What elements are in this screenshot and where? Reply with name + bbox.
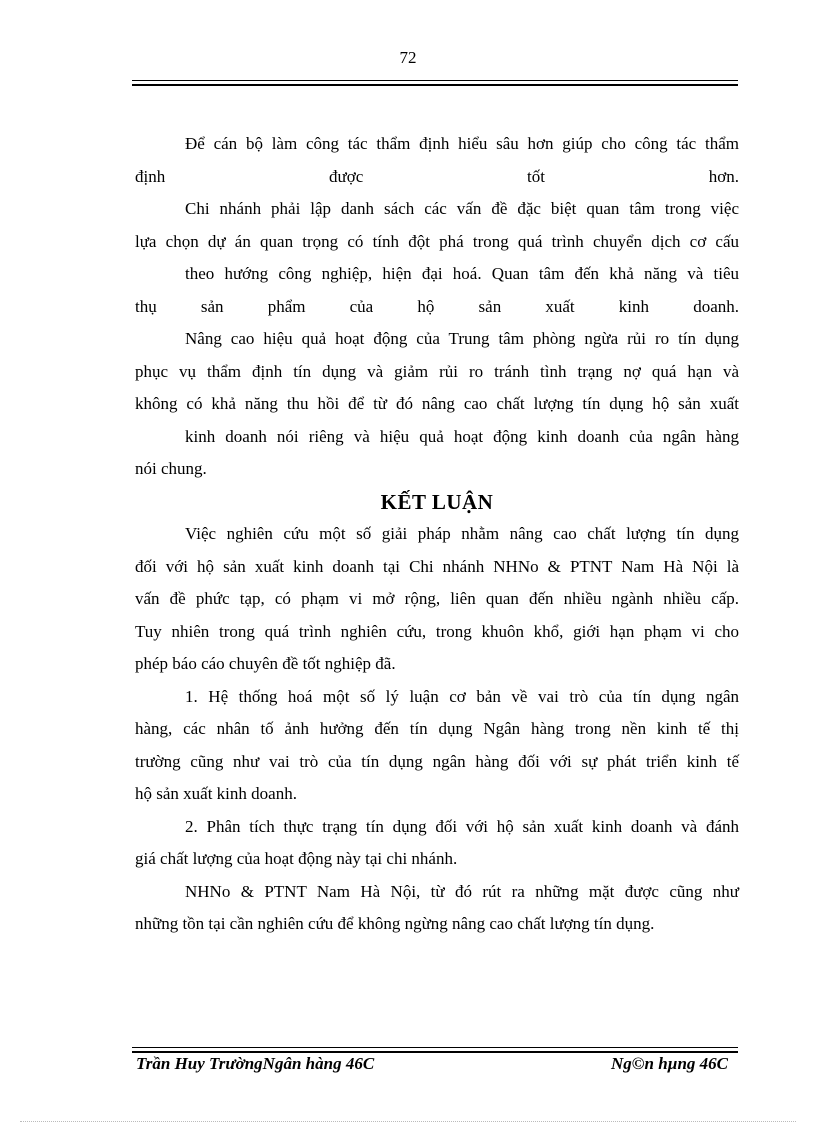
text-line: hàng, các nhân tố ảnh hưởng đến tín dụng Ngân hàng trong nền kinh tế thị: [135, 719, 739, 738]
footer-rule: [132, 1047, 738, 1053]
page-number: 72: [399, 48, 417, 67]
text-line: thụ sản phẩm của hộ sản xuất kinh doanh.: [135, 296, 739, 316]
footer-class: Ng©n hµng 46C: [611, 1054, 728, 1073]
document-body: [135, 128, 739, 941]
text-line: lựa chọn dự án quan trọng có tính đột phá trong quá trình chuyển dịch cơ cấu: [135, 231, 739, 251]
text-line: Việc nghiên cứu một số giải pháp nhằm nâng cao chất lượng tín dụng: [185, 524, 739, 543]
text-line: theo hướng công nghiệp, hiện đại hoá. Quan tâm đến khả năng và tiêu: [185, 264, 739, 283]
text-line: giá chất lượng của hoạt động này tại chi nhánh.: [135, 849, 458, 868]
text-line: 2. Phân tích thực trạng tín dụng đối với hộ sản xuất kinh doanh và đánh: [185, 816, 739, 836]
text-line: kinh doanh nói riêng và hiệu quả hoạt động kinh doanh của ngân hàng: [185, 426, 739, 446]
text-line: NHNo & PTNT Nam Hà Nội, từ đó rút ra những mặt được cũng như: [185, 881, 739, 901]
text-line: không có khả năng thu hồi để từ đó nâng cao chất lượng tín dụng hộ sản xuất: [135, 394, 739, 413]
text-line: Tuy nhiên trong quá trình nghiên cứu, trong khuôn khổ, giới hạn phạm vi cho: [135, 621, 739, 641]
footer-author: Trần Huy TrườngNgân hàng 46C: [136, 1054, 375, 1073]
section-heading: KẾT LUẬN: [380, 489, 494, 514]
text-line: Chi nhánh phải lập danh sách các vấn đề đặc biệt quan tâm trong việc: [185, 199, 739, 218]
text-line: vấn đề phức tạp, có phạm vi mở rộng, liên quan đến nhiều ngành nhiều cấp.: [135, 589, 739, 608]
text-line: nói chung.: [135, 459, 207, 478]
text-line: 1. Hệ thống hoá một số lý luận cơ bản về vai trò của tín dụng ngân: [185, 686, 739, 706]
text-line: định được tốt hơn.: [135, 166, 739, 186]
text-line: phép báo cáo chuyên đề tốt nghiệp đã.: [135, 654, 396, 673]
text-line: đối với hộ sản xuất kinh doanh tại Chi nhánh NHNo & PTNT Nam Hà Nội là: [135, 556, 739, 576]
text-line: những tồn tại cần nghiên cứu để không ngừng nâng cao chất lượng tín dụng.: [135, 914, 655, 933]
text-line: Để cán bộ làm công tác thẩm định hiểu sâu hơn giúp cho công tác thẩm: [185, 134, 739, 153]
text-line: trường cũng như vai trò của tín dụng ngân hàng đối với sự phát triển kinh tế: [135, 751, 739, 771]
header-rule: [132, 80, 738, 86]
text-line: hộ sản xuất kinh doanh.: [135, 784, 297, 803]
page-edge-divider: [20, 1121, 796, 1122]
text-line: Nâng cao hiệu quả hoạt động của Trung tâm phòng ngừa rủi ro tín dụng: [185, 329, 739, 348]
text-line: phục vụ thẩm định tín dụng và giảm rủi ro tránh tình trạng nợ quá hạn và: [135, 361, 739, 381]
